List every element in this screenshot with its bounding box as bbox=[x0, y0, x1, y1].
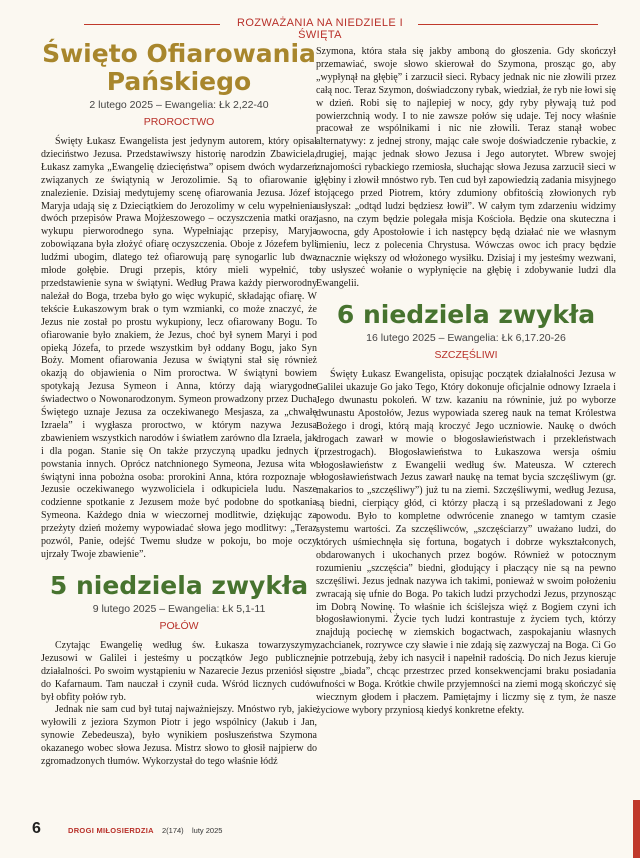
sunday5-paragraph-2: Jednak nie sam cud był tutaj najważniejszy. Mnóstwo ryb, jakie wyłowili z jeziora Szymon Piotr i jego wspólnicy (Jakub i Jan, synowie Zebedeusza), było wynikiem posłuszeństwa Szymona okazanego wobec słowa Jezusa. Mistrz słowo to głosił najpierw do zgromadzonych tłumów. Wykorzystał do tego właśnie łódź bbox=[41, 704, 317, 768]
sunday6-paragraph: Święty Łukasz Ewangelista, opisując początek działalności Jezusa w Galilei ukazuje Go jako Tego, Który dokonuje oficjalnie odnowy Izraela i Jego dwunastu pokoleń. W tzw. kazaniu na równinie, już po wyborze dwunastu Apostołów, Jezus wypowiada szereg nauk na temat Królestwa Bożego i drogi, którą mają kroczyć Jego uczniowie. Naukę o dwóch drogach zawarł w mowie o błogosławieństwach i przekleństwach (przestrogach). Błogosławieństwa to Łukaszowa wersja ośmiu błogosławieństw z Ewangelii według św. Mateusza. W czterech błogosławieństwach Jezus zawarł naukę na temat bycia szczęśliwym (gr. makarios to „szczęśliwy”) już tu na ziemi. Szczęśliwymi, według Jezusa, są biedni, cierpiący głód, ci którzy płaczą i są prześladowani z Jego powodu. Było to kompletne odwrócenie znanego w tamtym czasie systemu wartości. Za szczęśliwców, „szczęściarzy” uważano ludzi, do których uśmiechnęła się fortuna, bogatych i dobrze wykształconych, obdarowanych i ukochanych przez bogów. Również w potocznym rozumieniu „szczęścia” biedni, głodujący i płaczący nie są na pewno szczęśliwi. Jezus jednak nazywa ich takimi, ponieważ w swoim położeniu zwracają się ufnie do Boga. Po takich ludzi przychodzi Jezus, przynosząc im Dobrą Nowinę. To właśnie ich ściślejsza więź z Bogiem czyni ich błogosławionymi. Życie tych ludzi kontrastuje z życiem tych, którzy znajdują pociechę w ziemskich bogactwach, zaspokajaniu własnych zachcianek, rozrywce czy sławie i nie zdają się zazwyczaj na Boga. Ci Go nie potrzebują, żeby ich nasycił i napełnił radością. Do nich Jezus kieruje ostre „biada”, chcąc przestrzec przed konsekwencjami braku posiadania ufności w Boga. Krótkie chwile przyjemności na ziemi mogą skończyć się wiecznym głodem i płaczem. Pamiętajmy i liczmy się z tym, że nasze życiowe wybory przyniosą kiedyś konkretne efekty. bbox=[316, 369, 616, 716]
magazine-name: DROGI MIŁOSIERDZIA bbox=[68, 826, 154, 835]
feast-title-line1: Święto Ofiarowania bbox=[42, 39, 316, 68]
feast-subtitle: PROROCTWO bbox=[143, 116, 215, 128]
sunday6-date: 16 lutego 2025 – Ewangelia: Łk 6,17.20-26 bbox=[366, 332, 566, 345]
left-column bbox=[41, 40, 317, 769]
feast-title-line2: Pańskiego bbox=[106, 67, 252, 96]
header-rule-right bbox=[418, 24, 598, 25]
feast-paragraph: Święty Łukasz Ewangelista jest jedynym autorem, który opisał dzieciństwo Jezusa. Przedstawiwszy historię narodzin Zbawiciela, Łukasz zamyka „Ewangelię dziecięństwa” opisem dwóch wydarzeń związanych ze świątynią w Jerozolimie. Są to ofiarowanie i znalezienie. Dzisiaj medytujemy scenę ofiarowania Jezusa. Józef i Maryja udają się z Dzieciątkiem do Jerozolimy w celu wypełnienia dwóch przepisów Prawa Mojżeszowego – oczyszczenia matki oraz wykupu pierworodnego syna. Wypełniając przepisy, Maryja zobowiązana była złożyć ofiarę oczyszczenia. Oboje z Józefem byli ludźmi ubogim, dlatego też ofiarowują parę synogarlic lub dwa młode gołębie. Drugi przepis, który mieli wypełnić, to przedstawienie syna w świątyni. Według Prawa każdy pierworodny należał do Boga, trzeba było go więc wykupić, składając ofiarę. W tekście Łukaszowym brak o tym wzmianki, co może znaczyć, że Jezus nie został po prostu wykupiony, lecz ofiarowany Bogu. To ofiarowanie było znakiem, że Jezus, choć był synem Maryi i pod opieką Józefa, to przede wszystkim był oddany Bogu, jako Syn Boży. Moment ofiarowania Jezusa w świątyni stał się również okazją do objawienia o Nim proroctwa. W świątyni bowiem spotykają Jezusa Symeon i Anna, którzy dają wiarygodne świadectwo o Nowonarodzonym. Symeon prowadzony przez Ducha Świętego uznaje Jezusa za oczekiwanego Mesjasza, za „chwałę Izraela” i wygłasza proroctwo, w którym nazywa Jezusa zbawieniem wszystkich narodów i światłem zarówno dla Izraela, jak i dla pogan. Stanie się On także przyczyną upadku jednych i powstania innych. Oprócz natchnionego Symeona, Jezusa wita w świątyni inna pobożna osoba: prorokini Anna, która rozpoznaje w Jezusie oczekiwanego wyzwoliciela i odkupiciela ludu. Nasze codzienne spotkanie z Jezusem może być podobne do spotkania Symeona. Każdego dnia w wieczornej modlitwie, dziękując za przeżyty dzień możemy wypowiadać słowa jego modlitwy: „Teraz pozwól, Panie, odejść Twemu słudze w pokoju, bo moje oczy ujrzały Twoje zbawienie”. bbox=[41, 136, 317, 560]
issue-number: 2(174) bbox=[162, 826, 184, 835]
sunday6-subtitle: SZCZĘŚLIWI bbox=[434, 349, 498, 362]
sunday5-subtitle: POŁÓW bbox=[159, 619, 199, 632]
edge-tab bbox=[633, 800, 640, 858]
sunday5-continuation: Szymona, która stała się jakby amboną do głoszenia. Gdy skończył przemawiać, swoje słowo skierował do Szymona, prosząc go, aby „wypłynął na głębię” i zarzucił sieci. Rybacy jednak nic nie złowili przez całą noc. Teraz Szymon, doświadczony rybak, wiedział, że ryb nie łowi się w dzień. Robi się to najlepiej w nocy, gdy ryby pływają tuż pod powierzchnią wody. I to nie zawsze połów się udaje. Tej nocy właśnie pracował ze wspólnikami i nic nie złowili. Teraz stanął wobec alternatywy: z jednej strony, mając całe swoje doświadczenie rybackie, z drugiej, mając jednak słowo Jezusa i Jego autorytet. Wbrew swojej znajomości rybackiego rzemiosła, słuchając słowa Jezusa zarzucił sieci w głębiny i złowił mnóstwo ryb. Ten cud był zapowiedzią zadania misyjnego stojącego przed Piotrem, który zdumiony obfitością złowionych ryb usłyszał: „odtąd ludzi będziesz łowił”. W całym tym zdarzeniu widzimy jasno, na czym będzie polegała misja Kościoła. Będzie ona skuteczna i owocna, gdy Apostołowie i ich następcy będą działać nie we własnym imieniu, lecz z polecenia Chrystusa. Wówczas owoc ich pracy będzie znacznie większy od włożonego wysiłku. Dzisiaj i my jesteśmy wezwani, by usłyszeć wołanie o wypłynięcie na głębię i zdobywanie ludzi dla Ewangelii. bbox=[316, 46, 616, 290]
sunday5-title: 5 niedziela zwykła bbox=[49, 570, 309, 600]
feast-title bbox=[41, 40, 317, 96]
header-rule-left bbox=[84, 24, 220, 25]
feast-date: 2 lutego 2025 – Ewangelia: Łk 2,22-40 bbox=[89, 99, 269, 111]
issue-month: luty 2025 bbox=[192, 826, 223, 835]
sunday5-paragraph-1: Czytając Ewangelię według św. Łukasza towarzyszymy Jezusowi w Galilei i jesteśmy u początków Jego publicznej działalności. Po swoim wystąpieniu w Nazarecie Jezus przeniósł się do Kafarnaum. Tam nauczał i czynił cuda. Wśród licznych cudów był obfity połów ryb. bbox=[41, 639, 317, 703]
section-tag: ROZWAŻANIA NA NIEDZIELE I ŚWIĘTA bbox=[236, 17, 404, 41]
page-number: 6 bbox=[32, 820, 41, 837]
page-footer bbox=[22, 820, 622, 844]
sunday6-title: 6 niedziela zwykła bbox=[336, 300, 596, 330]
sunday5-date: 9 lutego 2025 – Ewangelia: Łk 5,1-11 bbox=[92, 602, 266, 615]
right-column bbox=[316, 46, 616, 718]
